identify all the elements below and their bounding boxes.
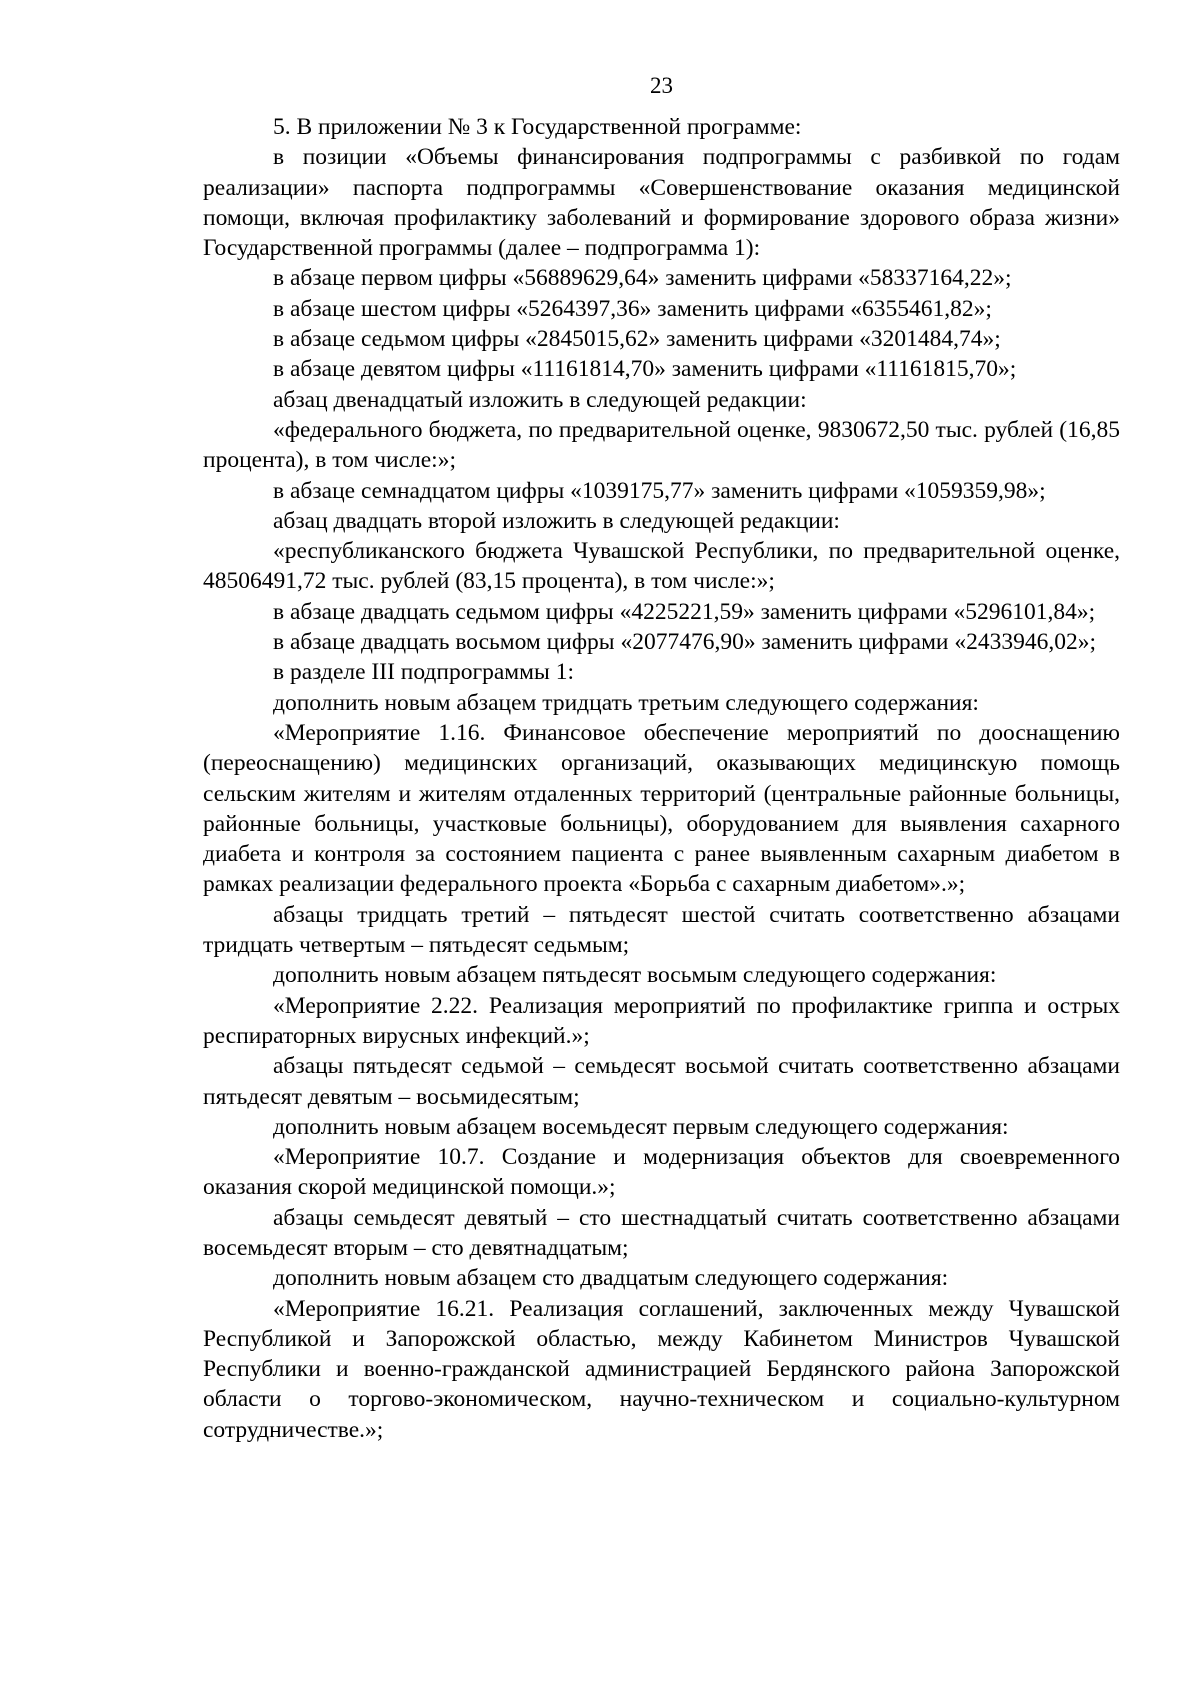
paragraph: «Мероприятие 10.7. Создание и модернизация объектов для своевременного оказания скорой медицинской помощи.»; <box>203 1144 1120 1201</box>
paragraph: в абзаце двадцать восьмом цифры «2077476,90» заменить цифрами «2433946,02»; <box>273 629 1097 656</box>
paragraph: «Мероприятие 1.16. Финансовое обеспечение мероприятий по дооснащению (переоснащению) медицинских организаций, оказывающих медицинскую помощь сельским жителям и жителям отдаленных территорий (центральные районные больницы, районные больницы, участковые больницы), оборудованием для выявления сахарного диабета и контроля за состоянием пациента с ранее выявленным сахарным диабетом в рамках реализации федерального проекта «Борьба с сахарным диабетом».»; <box>203 719 1120 898</box>
paragraph: в абзаце семнадцатом цифры «1039175,77» заменить цифрами «1059359,98»; <box>273 477 1046 504</box>
paragraph: «федерального бюджета, по предварительной оценке, 9830672,50 тыс. рублей (16,85 процента), в том числе:»; <box>203 416 1120 474</box>
paragraph: в абзаце двадцать седьмом цифры «4225221,59» заменить цифрами «5296101,84»; <box>273 598 1096 625</box>
paragraph: дополнить новым абзацем восемьдесят первым следующего содержания: <box>273 1113 1009 1140</box>
paragraph: «республиканского бюджета Чувашской Республики, по предварительной оценке, 48506491,72 тыс. рублей (83,15 процента), в том числе:»; <box>203 538 1120 595</box>
paragraph: в абзаце девятом цифры «11161814,70» заменить цифрами «11161815,70»; <box>273 356 1017 383</box>
paragraph: дополнить новым абзацем сто двадцатым следующего содержания: <box>273 1265 949 1292</box>
paragraph: в абзаце первом цифры «56889629,64» заменить цифрами «58337164,22»; <box>273 265 1012 292</box>
page-number: 23 <box>650 73 673 98</box>
paragraph: дополнить новым абзацем пятьдесят восьмым следующего содержания: <box>273 962 997 989</box>
paragraph: в разделе III подпрограммы 1: <box>273 659 574 686</box>
paragraph: в позиции «Объемы финансирования подпрограммы с разбивкой по годам реализации» паспорта подпрограммы «Совершенствование оказания медицинской помощи, включая профилактику заболеваний и формирование здорового образа жизни» Государственной программы (далее – подпрограмма 1): <box>203 144 1120 262</box>
paragraph: «Мероприятие 16.21. Реализация соглашений, заключенных между Чувашской Республикой и Запорожской областью, между Кабинетом Министров Чувашской Республики и военно-гражданской администрацией Бердянского района Запорожской области о торгово-экономическом, научно-техническом и социально-культурном сотрудничестве.»; <box>203 1295 1120 1443</box>
paragraph: в абзаце шестом цифры «5264397,36» заменить цифрами «6355461,82»; <box>273 295 992 322</box>
document-body <box>203 112 1120 1445</box>
paragraph: абзац двадцать второй изложить в следующей редакции: <box>273 507 840 534</box>
paragraph: абзацы семьдесят девятый – сто шестнадцатый считать соответственно абзацами восемьдесят вторым – сто девятнадцатым; <box>203 1204 1120 1261</box>
paragraph: абзацы тридцать третий – пятьдесят шестой считать соответственно абзацами тридцать четвертым – пятьдесят седьмым; <box>203 901 1120 959</box>
paragraph: дополнить новым абзацем тридцать третьим следующего содержания: <box>273 689 979 716</box>
paragraph: «Мероприятие 2.22. Реализация мероприятий по профилактике гриппа и острых респираторных вирусных инфекций.»; <box>203 992 1120 1049</box>
paragraph: абзац двенадцатый изложить в следующей редакции: <box>273 386 807 413</box>
paragraph: в абзаце седьмом цифры «2845015,62» заменить цифрами «3201484,74»; <box>273 326 1001 353</box>
paragraph: 5. В приложении № 3 к Государственной программе: <box>273 114 802 140</box>
paragraph: абзацы пятьдесят седьмой – семьдесят восьмой считать соответственно абзацами пятьдесят девятым – восьмидесятым; <box>203 1053 1120 1110</box>
